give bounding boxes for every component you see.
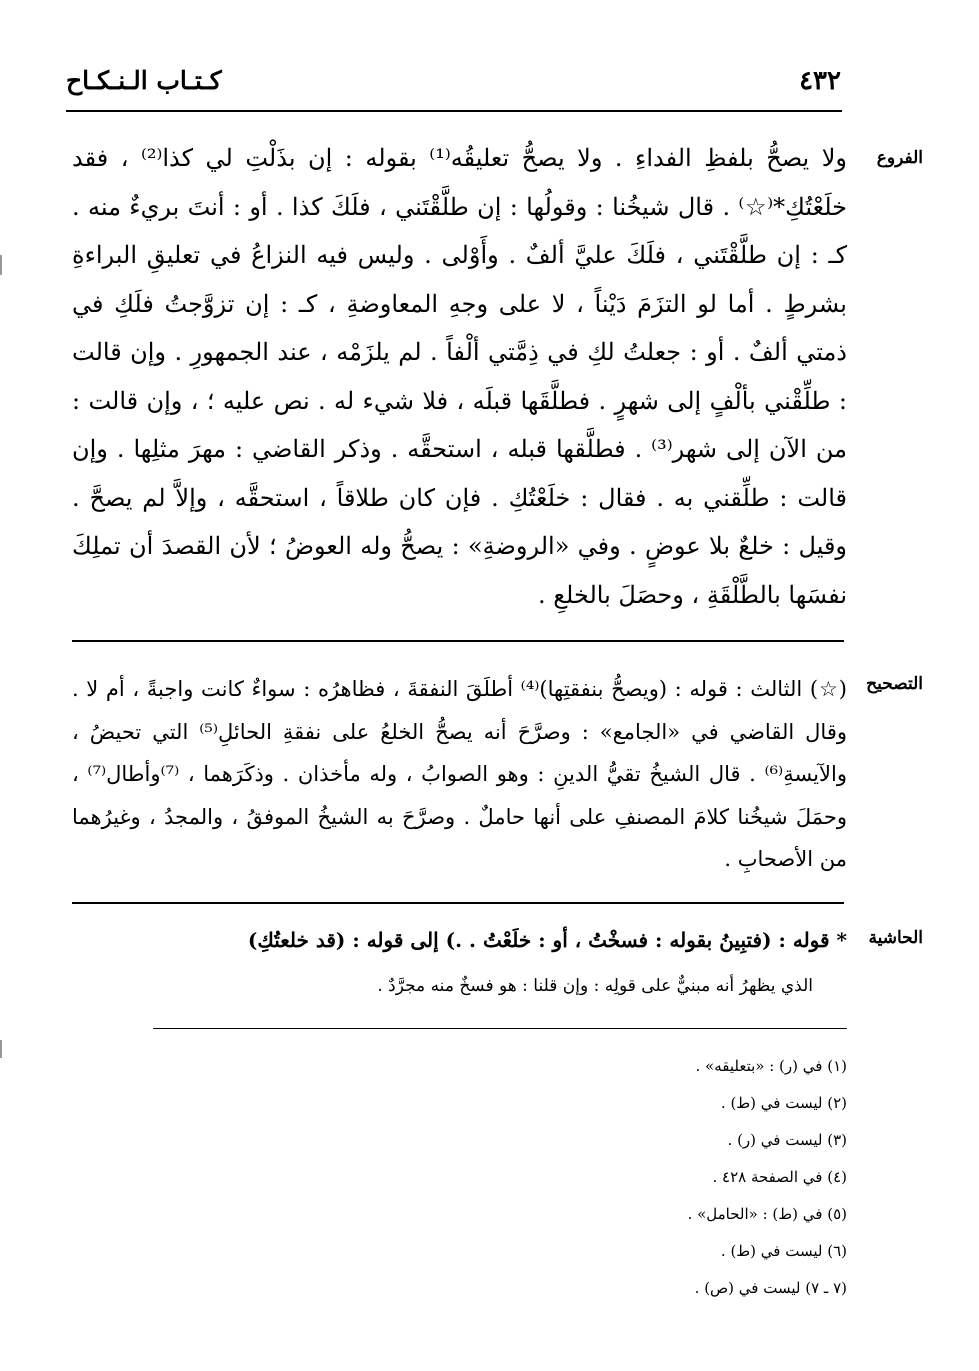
label-furu: الفروع	[876, 148, 923, 168]
footnote: (٢) ليست في (ط) .	[720, 1094, 847, 1112]
label-hashiya: الحاشية	[868, 928, 923, 948]
section-rule	[72, 902, 844, 904]
footnote: (٥) في (ط) : «الحامل» .	[687, 1205, 847, 1223]
scan-edge-mark	[0, 1040, 2, 1058]
main-text: ولا يصحُّ بلفظِ الفداءِ . ولا يصحُّ تعليقُه⁽¹⁾ بقوله : إن بذَلْتِ لي كذا⁽²⁾ ، فقد خلَعْتُكِ*⁽☆⁾ . قال شيخُنا : وقولُها : إن طلَّقْتَني ، فلَكَ كذا . أو : أنتَ بريءٌ منه . كـ : إن طلَّقْتَني ، فلَكَ عليَّ ألفٌ . وأَوْلى . وليس فيه النزاعُ في تعليقِ البراءةِ بشرطٍ . أما لو التزَمَ دَيْناً ، لا على وجهِ المعاوضةِ ، كـ : إن تزوَّجتُ فلَكِ في ذمتي ألفٌ . أو : جعلتُ لكِ في ذِمَّتي ألْفاً . لم يلزَمْه ، عند الجمهورِ . وإن قالت : طلِّقْني بألْفٍ إلى شهرٍ . فطلَّقَها قبلَه ، فلا شيء له . نص عليه ؛ ، وإن قالت : من الآن إلى شهر⁽³⁾ . فطلَّقها قبله ، استحقَّه . وذكر القاضي : مهرَ مثلِها . وإن قالت : طلِّقني به . فقال : خلَعْتُكِ . فإن كان طلاقاً ، استحقَّه ، وإلاَّ لم يصحَّ . وقيل : خلعٌ بلا عوضٍ . وفي «الروضةِ» : يصحُّ وله العوضُ ؛ لأن القصدَ أن تملِكَ نفسَها بالطَّلْقَةِ ، وحصَلَ بالخلعِ .	[72, 144, 848, 609]
footnote-rule	[153, 1028, 847, 1029]
hashiya-block	[72, 924, 847, 1002]
tasheeh-text: (☆) الثالث : قوله : (ويصحُّ بنفقتِها)⁽⁴⁾ أطلَقَ النفقةَ ، فظاهرُه : سواءٌ كانت واجبةً ، أم لا . وقال القاضي في «الجامع» : وصرَّحَ أنه يصحُّ الخلعُ على نفقةِ الحائلِ⁽⁵⁾ التي تحيضُ ، والآيسةِ⁽⁶⁾ . قال الشيخُ تقيُّ الدينِ : وهو الصوابُ ، وله مأخذان . وذكَرَهما ، ⁽⁷⁾وأطال⁽⁷⁾ ، وحمَلَ شيخُنا كلامَ المصنفِ على أنها حاملٌ . وصرَّحَ به الشيخُ الموفقُ ، والمجدُ ، وغيرُهما من الأصحابِ .	[72, 677, 847, 871]
footnote: (١) في (ر) : «بتعليقه» .	[695, 1057, 847, 1075]
label-tasheeh: التصحيح	[866, 674, 923, 694]
page-number: ٤٣٢	[799, 66, 841, 96]
scan-edge-mark	[0, 255, 2, 275]
hashiya-quote: * قوله : (فتبِينُ بقوله : فسخْتُ ، أو : خلَعْتُ . .) إلى قوله : (قد خلعتُكِ)	[247, 928, 847, 952]
footnote: (٣) ليست في (ر) .	[727, 1131, 847, 1149]
section-rule	[72, 640, 844, 642]
hashiya-body: الذي يظهرُ أنه مبنيٌّ على قولِه : وإن قلنا : هو فسخٌ منه مجرَّدٌ .	[377, 976, 813, 996]
book-title: كـتـاب الـنـكـاح	[66, 66, 222, 95]
footnotes	[147, 1048, 847, 1307]
footnote: (٤) في الصفحة ٤٢٨ .	[712, 1168, 847, 1186]
footnote: (٧ ـ ٧) ليست في (ص) .	[694, 1279, 847, 1297]
page-header	[66, 62, 841, 108]
footnote: (٦) ليست في (ط) .	[720, 1242, 847, 1260]
header-rule	[66, 110, 842, 112]
